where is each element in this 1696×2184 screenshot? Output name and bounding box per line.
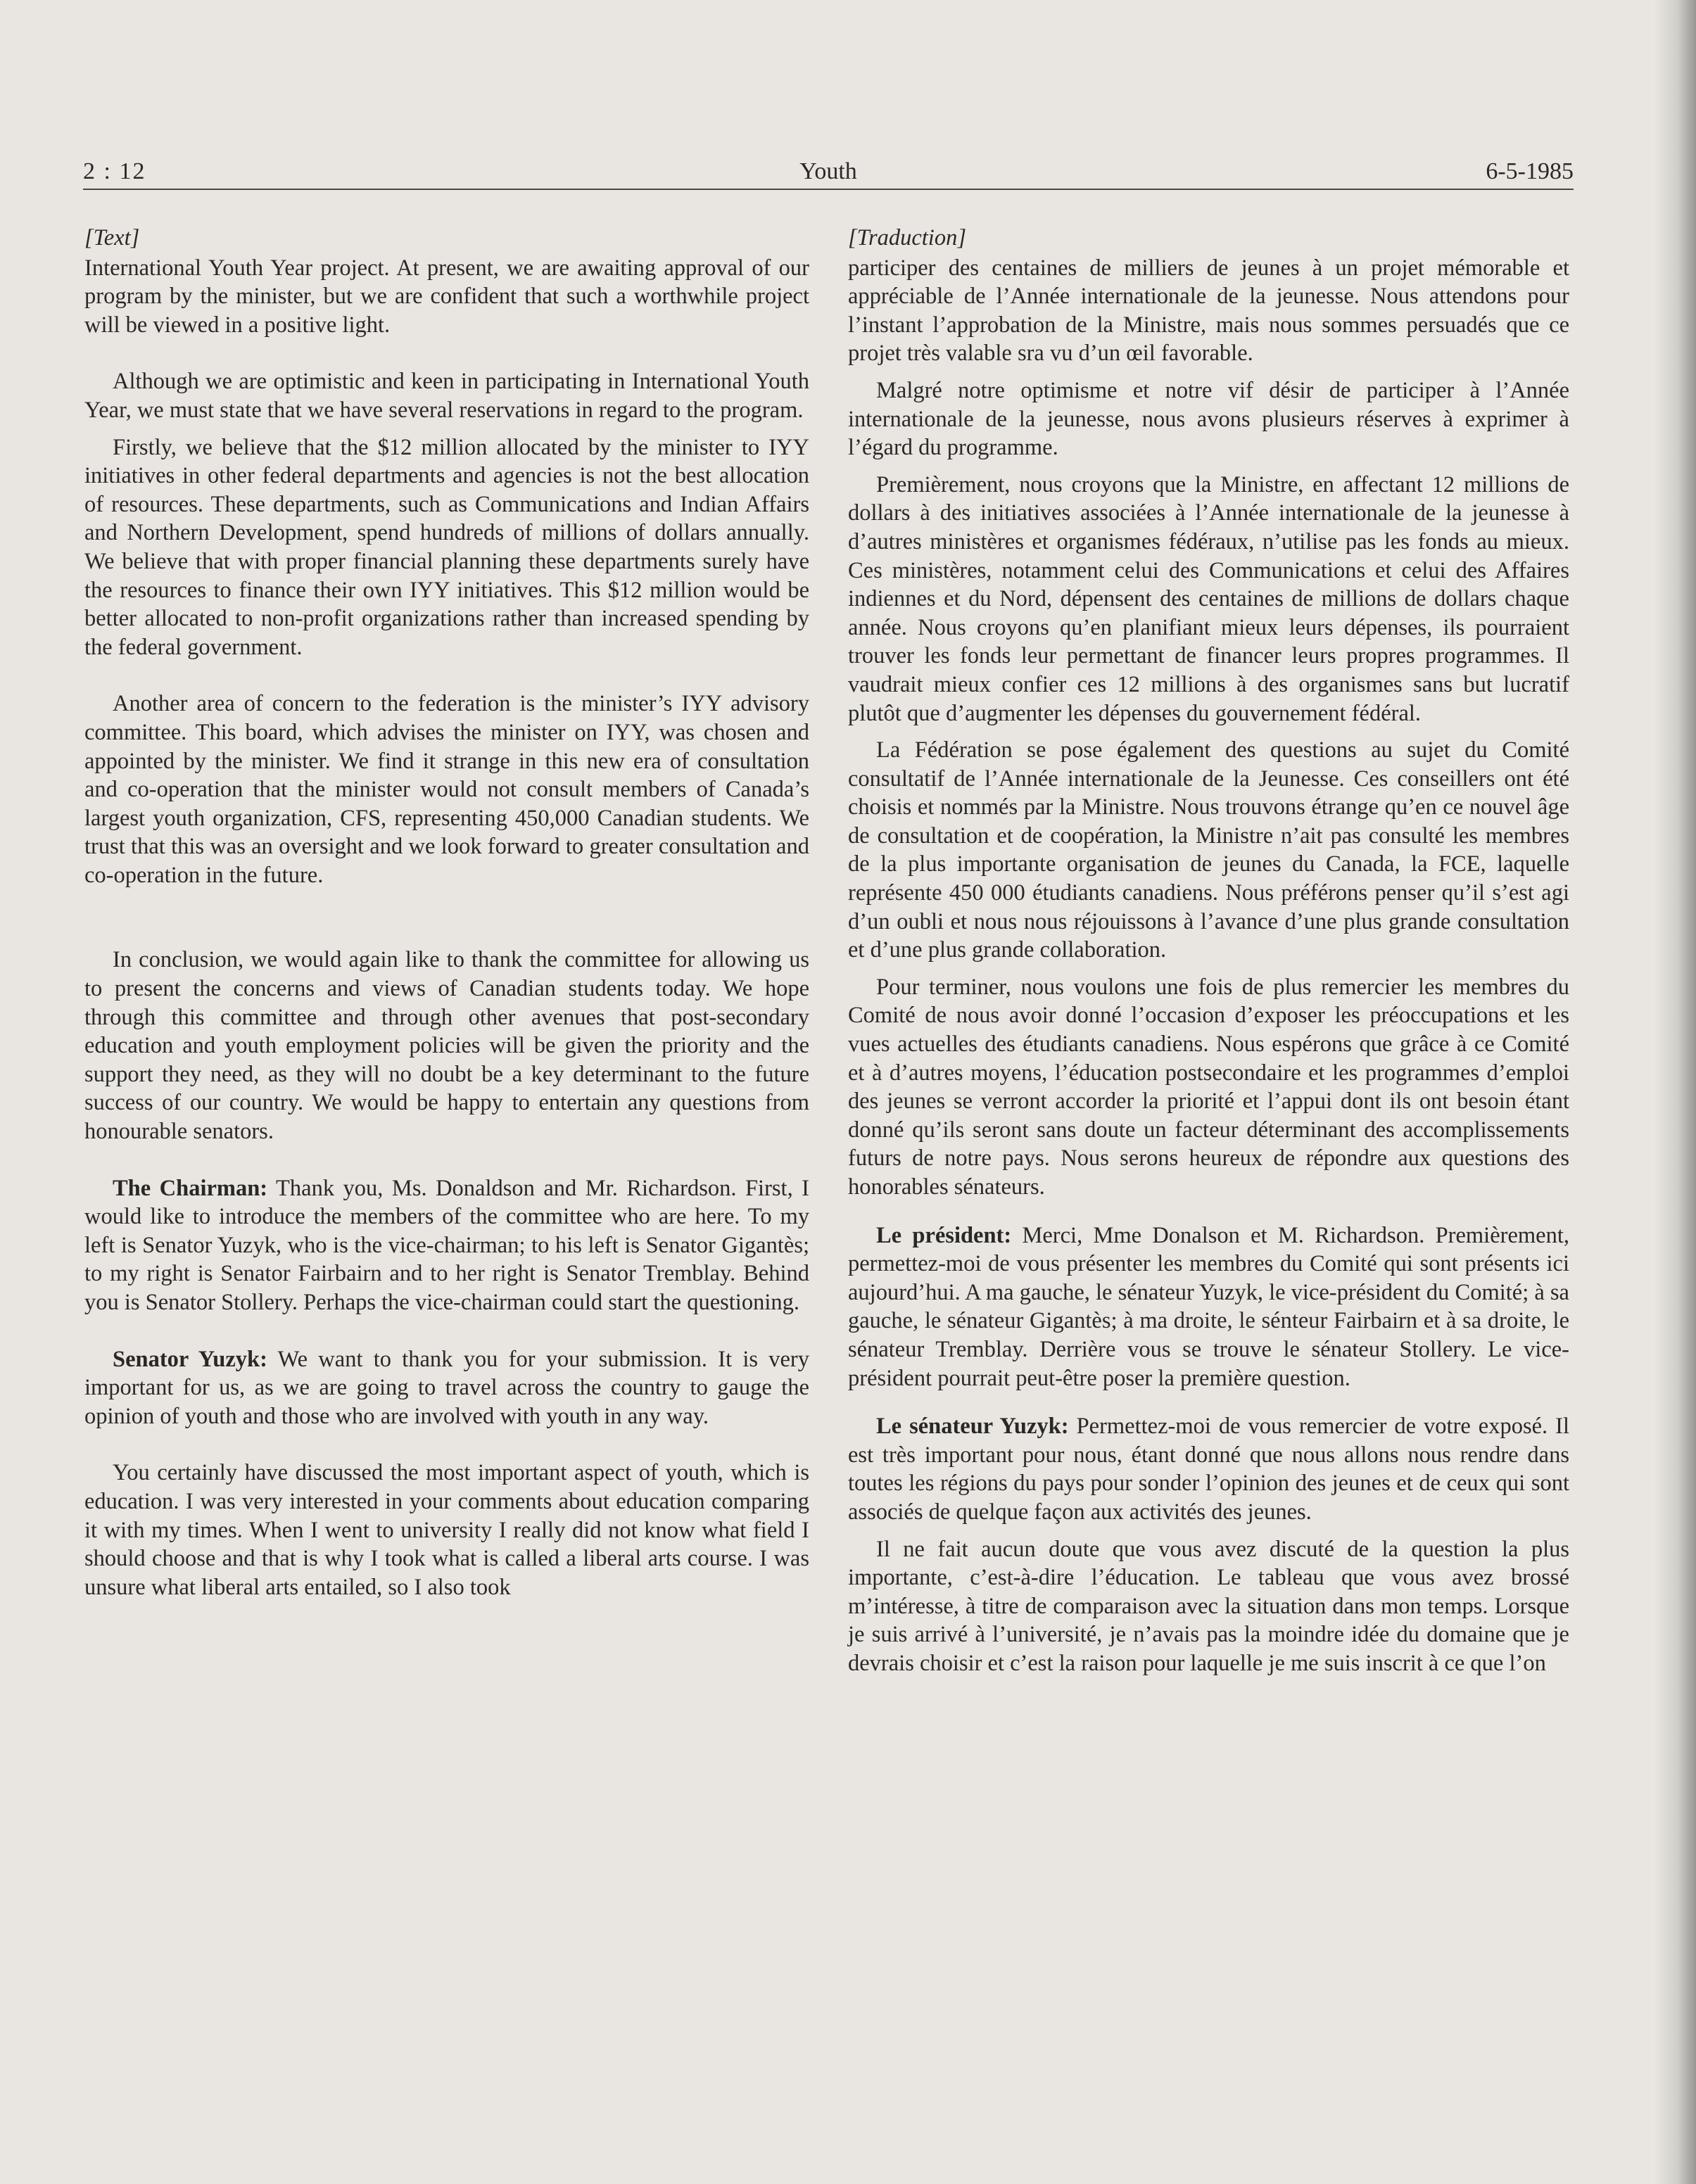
paragraph: Pour terminer, nous voulons une fois de plus remercier les membres du Comité de nous avoir donné l’occasion d’exposer les préoccupations et les vues actuelles des étudiants canadiens. Nous espérons que grâce à ce Comité et à d’autres moyens, l’éducation postsecondaire et les programmes d’emploi des jeunes se verront accorder la priorité et l’appui dont ils ont besoin étant donné qu’ils seront sans doute un facteur déterminant des accomplissements futurs de notre pays. Nous serons heureux de répondre aux questions des honorables sénateurs. — [848, 974, 1569, 1200]
english-label-text: Text — [93, 225, 131, 250]
paragraph: Another area of concern to the federation is the minister’s IYY advisory committee. This board, which advises the minister on IYY, was chosen and appointed by the minister. We find it strange in this new era of consultation and co-operation that the minister would not consult members of Canada’s largest youth organization, CFS, representing 450,000 Canadian students. We trust that this was an oversight and we look forward to greater consultation and co-operation in the future. — [84, 691, 809, 888]
running-title: Youth — [799, 158, 857, 184]
english-column-label: [Text] — [84, 225, 140, 250]
english-column — [84, 224, 809, 1601]
speaker-text: Permettez-moi de vous remercier de votre exposé. Il est très important pour nous, étant donné que nous allons nous rendre dans toutes les régions du pays pour sonder l’opinion des jeunes et de ceux qui sont associés de quelque façon aux activités des jeunes. — [848, 1414, 1570, 1525]
speaker-text: Merci, Mme Donalson et M. Richardson. Premièrement, permettez-moi de vous présenter les membres du Comité qui sont présents ici aujourd’hui. A ma gauche, le sénateur Yuzyk, le vice-président du Comité; à sa gauche, le sénateur Gigantès; à ma droite, le sénteur Fairbairn et à sa droite, le sénateur Tremblay. Derrière vous se trouve le sénateur Stollery. Le vice-président pourrait peut-être poser la première question. — [848, 1222, 1569, 1391]
speaker-name: Senator Yuzyk: — [113, 1346, 267, 1372]
paragraph: Malgré notre optimisme et notre vif désir de participer à l’Année internationale de la jeunesse, nous avons plusieurs réserves à exprimer à l’égard du programme. — [848, 377, 1569, 461]
header-rule — [83, 189, 1574, 190]
speaker-text: We want to thank you for your submission. It is very important for us, as we are going to travel across the country to gauge the opinion of youth and those who are involved with youth in any way. — [84, 1346, 809, 1429]
speaker-paragraph — [848, 1412, 1569, 1526]
speaker-paragraph — [848, 1221, 1569, 1393]
speaker-name: The Chairman: — [113, 1175, 268, 1201]
page-header — [83, 153, 1574, 190]
french-label-text: Traduction — [856, 225, 958, 250]
paragraph: You certainly have discussed the most important aspect of youth, which is education. I was very interested in your comments about education comparing it with my times. When I went to university I really did not know what field I should choose and that is why I took what is called a liberal arts course. I was unsure what liberal arts entailed, so I also took — [84, 1460, 809, 1600]
page-number: 2 : 12 — [83, 158, 146, 184]
speaker-paragraph — [84, 1174, 809, 1317]
paragraph: participer des centaines de milliers de jeunes à un projet mémorable et appréciable de l’Année internationale de la jeunesse. Nous attendons pour l’instant l’approbation de la Ministre, mais nous sommes persuadés que ce projet très valable sra vu d’un œil favorable. — [848, 255, 1569, 367]
speaker-name: Le sénateur Yuzyk: — [876, 1414, 1069, 1440]
speaker-name: Le président: — [876, 1222, 1012, 1248]
paragraph: Although we are optimistic and keen in participating in International Youth Year, we must state that we have several reservations in regard to the program. — [84, 369, 809, 423]
paragraph: Il ne fait aucun doute que vous avez discuté de la question la plus importante, c’est-à-dire l’éducation. Le tableau que vous avez brossé m’intéresse, à titre de comparaison avec la situation dans mon temps. Lorsque je suis arrivé à l’université, je n’avais pas la moindre idée du domaine que je devrais choisir et c’est la raison pour laquelle je me suis inscrit à ce que l’on — [848, 1536, 1569, 1676]
french-column — [848, 224, 1569, 1678]
speaker-paragraph — [84, 1345, 809, 1431]
paragraph: International Youth Year project. At present, we are awaiting approval of our program by the minister, but we are confident that such a worthwhile project will be viewed in a positive light. — [84, 255, 809, 338]
paragraph: La Fédération se pose également des questions au sujet du Comité consultatif de l’Année internationale de la Jeunesse. Ces conseillers ont été choisis et nommés par la Ministre. Nous trouvons étrange qu’en ce nouvel âge de consultation et de coopération, la Ministre n’ait pas consulté les membres de la plus importante organisation de jeunes du Canada, la FCE, laquelle représente 450 000 étudiants canadiens. Nous préférons penser qu’il s’est agi d’un oubli et nous nous réjouissons à l’avance d’une plus grande consultation et d’une plus grande collaboration. — [848, 737, 1569, 963]
page-date: 6-5-1985 — [1486, 158, 1574, 184]
paragraph: Firstly, we believe that the $12 million allocated by the minister to IYY initiatives in other federal departments and agencies is not the best allocation of resources. These departments, such as Communications and Indian Affairs and Northern Development, spend hundreds of millions of dollars annually. We believe that with proper financial planning these departments surely have the resources to finance their own IYY initiatives. This $12 million would be better allocated to non-profit organizations rather than increased spending by the federal government. — [84, 434, 809, 660]
paragraph: In conclusion, we would again like to thank the committee for allowing us to present the concerns and views of Canadian students today. We hope through this committee and through other avenues that post-secondary education and youth employment policies will be given the priority and the support they need, as they will no doubt be a key determinant to the future success of our country. We would be happy to entertain any questions from honourable senators. — [84, 947, 809, 1145]
paragraph: Premièrement, nous croyons que la Ministre, en affectant 12 millions de dollars à des initiatives associées à l’Année internationale de la jeunesse à d’autres ministères et organismes fédéraux, n’utilise pas les fonds au mieux. Ces ministères, notamment celui des Communications et celui des Affaires indiennes et du Nord, dépensent des centaines de millions de dollars chaque année. Nous croyons qu’en planifiant mieux leurs dépenses, ils pourraient trouver les fonds leur permettant de financer leurs propres programmes. Il vaudrait mieux confier ces 12 millions à des organismes sans but lucratif plutôt que d’augmenter les dépenses du gouvernement fédéral. — [848, 471, 1569, 726]
page-edge-shadow — [1654, 0, 1696, 2184]
french-column-label: [Traduction] — [848, 225, 966, 250]
speaker-text: Thank you, Ms. Donaldson and Mr. Richardson. First, I would like to introduce the members of the committee who are here. To my left is Senator Yuzyk, who is the vice-chairman; to his left is Senator Gigantès; to my right is Senator Fairbairn and to her right is Senator Tremblay. Behind you is Senator Stollery. Perhaps the vice-chairman could start the questioning. — [84, 1175, 809, 1315]
